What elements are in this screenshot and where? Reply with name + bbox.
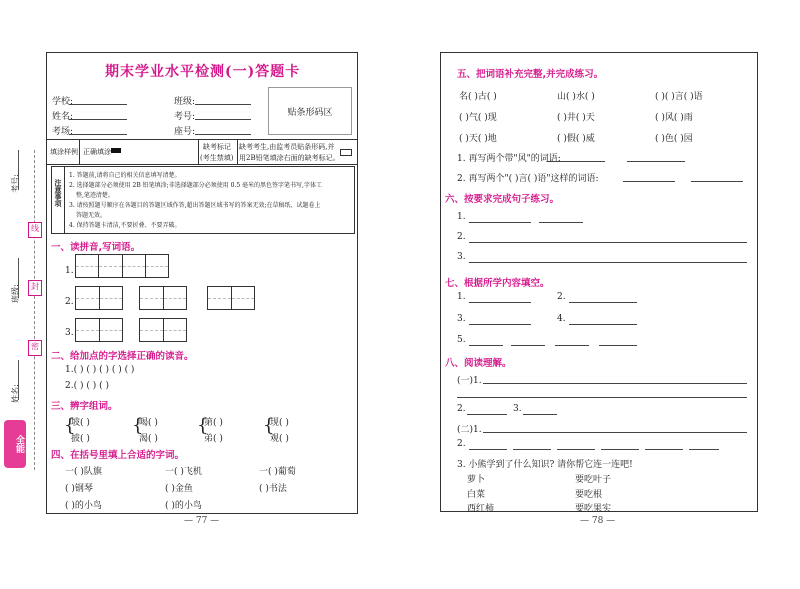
margin-class-label: 班级: <box>10 284 20 303</box>
q5-sub-2-line-a[interactable] <box>623 181 675 182</box>
right-page-number: — 78 — <box>580 516 616 526</box>
sheet-title: 期末学业水平检测(一)答题卡 <box>105 64 301 80</box>
q1-grid-2c[interactable] <box>207 286 255 310</box>
q5-r3-a[interactable]: ( )天( )地 <box>459 134 497 144</box>
q3-brace-4: { <box>263 415 275 436</box>
notice-4: 4. 保持答题卡清洁,不要折叠、不要弄破。 <box>69 222 181 229</box>
name-field[interactable] <box>69 119 127 120</box>
name-label: 姓名: <box>52 112 74 122</box>
notice-1: 1. 答题前,请将自己的相关信息填写清楚。 <box>69 172 181 179</box>
q6-line-1a[interactable] <box>469 222 531 223</box>
q8-right-1[interactable]: 要吃叶子 <box>575 475 612 485</box>
margin-exam-no-line <box>18 150 19 190</box>
q5-sub-2: 2. 再写两个"( )言( )语"这样的词语: <box>457 174 599 184</box>
q7-line-4[interactable] <box>569 324 637 325</box>
q5-title: 五、把词语补充完整,并完成练习。 <box>457 69 604 80</box>
q4-r2-c[interactable]: ( )书法 <box>259 484 287 494</box>
q5-r2-c[interactable]: ( )风( )雨 <box>655 113 693 123</box>
q6-num-2: 2. <box>457 232 466 242</box>
q4-r2-a[interactable]: ( )钢琴 <box>65 484 93 494</box>
margin-exam-no-label: 考号: <box>10 174 20 193</box>
margin-class-line <box>18 258 19 298</box>
q3-c2-b[interactable]: 渴( ) <box>139 434 158 444</box>
q1-num-3: 3. <box>65 328 74 338</box>
q8-left-1[interactable]: 萝卜 <box>467 475 486 485</box>
school-field[interactable] <box>69 104 127 105</box>
left-answer-sheet <box>46 52 358 514</box>
fill-correct-sample <box>111 148 121 153</box>
q3-title: 三、辨字组词。 <box>51 401 118 412</box>
q8-part2-line[interactable] <box>483 432 747 433</box>
q1-grid-2b[interactable] <box>139 286 187 310</box>
q1-grid-2a[interactable] <box>75 286 123 310</box>
q8-part1-line-b[interactable] <box>457 397 747 398</box>
q6-line-2[interactable] <box>469 242 747 243</box>
q4-r1-b[interactable]: 一( )飞机 <box>165 467 202 477</box>
q2-row-2[interactable]: 2.( ) ( ) ( ) <box>65 381 109 391</box>
q6-num-3: 3. <box>457 252 466 262</box>
absent-note-2: 用2B铅笔填涂右面的缺考标记。 <box>239 154 340 162</box>
absent-mark-sub: (考生禁填) <box>200 154 234 162</box>
q5-r3-c[interactable]: ( )色( )园 <box>655 134 693 144</box>
q3-c4-a[interactable]: 现( ) <box>270 418 289 428</box>
q2-title: 二、给加点的字选择正确的读音。 <box>51 351 194 362</box>
seat-no-field[interactable] <box>195 134 251 135</box>
fill-correct-label: 正确填涂 <box>83 148 111 156</box>
barcode-label: 贴条形码区 <box>287 107 333 118</box>
q8-p2n2-line-a[interactable] <box>469 449 507 450</box>
q8-p2n2-line-e[interactable] <box>645 449 683 450</box>
q8-n2: 2. <box>457 404 466 414</box>
q5-r1-b[interactable]: 山( )水( ) <box>557 92 595 102</box>
seal-mi-label: 密 <box>28 340 42 356</box>
q8-p2n2-line-c[interactable] <box>557 449 595 450</box>
q7-num-5: 5. <box>457 335 466 345</box>
q8-n2-line[interactable] <box>467 414 507 415</box>
q8-part1: (一)1. <box>457 376 482 386</box>
q7-line-1[interactable] <box>469 302 531 303</box>
exam-no-field[interactable] <box>195 119 251 120</box>
fill-sample-cell <box>47 140 80 164</box>
q3-c2-a[interactable]: 喝( ) <box>139 418 158 428</box>
margin-name-line <box>18 360 19 400</box>
q1-grid-1[interactable] <box>75 254 169 278</box>
q8-part2: (二)1. <box>457 425 482 435</box>
notice-label: 注意事项 <box>54 179 63 207</box>
q7-num-1: 1. <box>457 292 466 302</box>
q8-left-3[interactable]: 西红柿 <box>467 504 495 514</box>
q7-line-5b[interactable] <box>511 345 545 346</box>
q7-line-3[interactable] <box>469 324 531 325</box>
q8-right-3[interactable]: 要吃果实 <box>575 504 612 514</box>
brand-logo: 全能 <box>4 420 26 468</box>
class-label: 班级: <box>174 97 196 107</box>
q3-c1-a[interactable]: 坡( ) <box>71 418 90 428</box>
q1-grid-3a[interactable] <box>75 318 123 342</box>
q7-num-3: 3. <box>457 314 466 324</box>
q5-r1-c[interactable]: ( )( )言( )语 <box>655 92 703 102</box>
school-label: 学校: <box>52 97 74 107</box>
q5-r3-b[interactable]: ( )假( )威 <box>557 134 595 144</box>
q7-num-2: 2. <box>557 292 566 302</box>
q2-row-1[interactable]: 1.( ) ( ) ( ) ( ) ( ) <box>65 365 135 375</box>
q4-r1-c[interactable]: 一( )葡萄 <box>259 467 296 477</box>
q3-brace-3: { <box>197 415 209 436</box>
absent-note-1: 缺考考生,由监考员贴条形码,并 <box>239 143 335 151</box>
q5-sub-1-line-b[interactable] <box>627 161 685 162</box>
q5-r2-b[interactable]: ( )井( )天 <box>557 113 595 123</box>
q6-num-1: 1. <box>457 212 466 222</box>
exam-room-label: 考场: <box>52 127 74 137</box>
q1-title: 一、读拼音,写词语。 <box>51 242 141 253</box>
q4-r2-b[interactable]: ( )金鱼 <box>165 484 193 494</box>
q1-num-2: 2. <box>65 297 74 307</box>
exam-room-field[interactable] <box>69 134 127 135</box>
fill-sample-label: 填涂样例 <box>50 148 78 156</box>
q8-p2n2-line-f[interactable] <box>689 449 719 450</box>
notice-2: 2. 选择题部分必须使用 2B 铅笔填涂;非选择题部分必须使用 0.5 毫米的黑色签字笔书写,字体工 <box>69 182 322 189</box>
margin-dashed-line <box>34 150 35 470</box>
q7-line-2[interactable] <box>569 302 637 303</box>
right-answer-sheet <box>440 52 758 512</box>
fill-sample-row <box>47 139 357 165</box>
q3-c1-b[interactable]: 披( ) <box>71 434 90 444</box>
absent-mark-box[interactable] <box>340 149 352 156</box>
class-field[interactable] <box>195 104 251 105</box>
q8-right-2[interactable]: 要吃根 <box>575 490 603 500</box>
q8-left-2[interactable]: 白菜 <box>467 490 486 500</box>
notice-label-cell <box>52 167 65 233</box>
q8-part1-line-a[interactable] <box>483 383 747 384</box>
seal-line-label: 线 <box>28 222 42 238</box>
q1-num-1: 1. <box>65 266 74 276</box>
absent-mark-cell <box>198 140 238 164</box>
q7-num-4: 4. <box>557 314 566 324</box>
q1-grid-3b[interactable] <box>139 318 187 342</box>
q4-r1-a[interactable]: 一( )队旗 <box>65 467 102 477</box>
q8-n3-line[interactable] <box>523 414 557 415</box>
q6-line-3[interactable] <box>469 262 747 263</box>
q8-q3: 3. 小熊学到了什么知识? 请你帮它连一连吧! <box>457 460 633 470</box>
margin-name-label: 姓名: <box>10 384 20 403</box>
binding-margin <box>0 0 46 589</box>
q3-c4-b[interactable]: 观( ) <box>270 434 289 444</box>
barcode-area[interactable] <box>268 87 352 135</box>
q5-sub-2-line-b[interactable] <box>691 181 743 182</box>
q5-r2-a[interactable]: ( )气( )现 <box>459 113 497 123</box>
absent-mark-label: 缺考标记 <box>203 143 231 151</box>
q6-title: 六、按要求完成句子练习。 <box>445 194 560 205</box>
q3-brace-2: { <box>132 415 144 436</box>
q3-c3-a[interactable]: 第( ) <box>204 418 223 428</box>
q7-title: 七、根据所学内容填空。 <box>445 278 550 289</box>
q8-n3: 3. <box>513 404 522 414</box>
q5-r1-a[interactable]: 名( )古( ) <box>459 92 497 102</box>
q4-title: 四、在括号里填上合适的字词。 <box>51 450 185 461</box>
q4-r3-b[interactable]: ( )的小鸟 <box>165 501 202 511</box>
q4-r3-a[interactable]: ( )的小鸟 <box>65 501 102 511</box>
left-page-number: — 77 — <box>184 516 220 526</box>
seat-no-label: 座号: <box>174 127 196 137</box>
q5-sub-1-line-a[interactable] <box>547 161 605 162</box>
q7-line-5a[interactable] <box>469 345 503 346</box>
q6-line-1b[interactable] <box>539 222 583 223</box>
q8-p2n2: 2. <box>457 439 466 449</box>
q7-line-5c[interactable] <box>555 345 589 346</box>
q3-c3-b[interactable]: 弟( ) <box>204 434 223 444</box>
notice-3b: 答题无效。 <box>76 212 107 219</box>
q8-title: 八、阅读理解。 <box>445 358 512 369</box>
seal-feng-label: 封 <box>28 280 42 296</box>
q8-p2n2-line-b[interactable] <box>513 449 551 450</box>
exam-no-label: 考号: <box>174 112 196 122</box>
notice-box <box>51 166 355 234</box>
q8-p2n2-line-d[interactable] <box>601 449 639 450</box>
q3-brace-1: { <box>64 415 76 436</box>
q5-sub-1: 1. 再写两个带"风"的词语: <box>457 154 561 164</box>
q7-line-5d[interactable] <box>599 345 637 346</box>
notice-3: 3. 请按照题号顺序在各题目的答题区域作答,超出答题区域书写的答案无效;在草稿纸、试题卷上 <box>69 202 321 209</box>
notice-2b: 整,笔迹清楚。 <box>76 192 114 199</box>
